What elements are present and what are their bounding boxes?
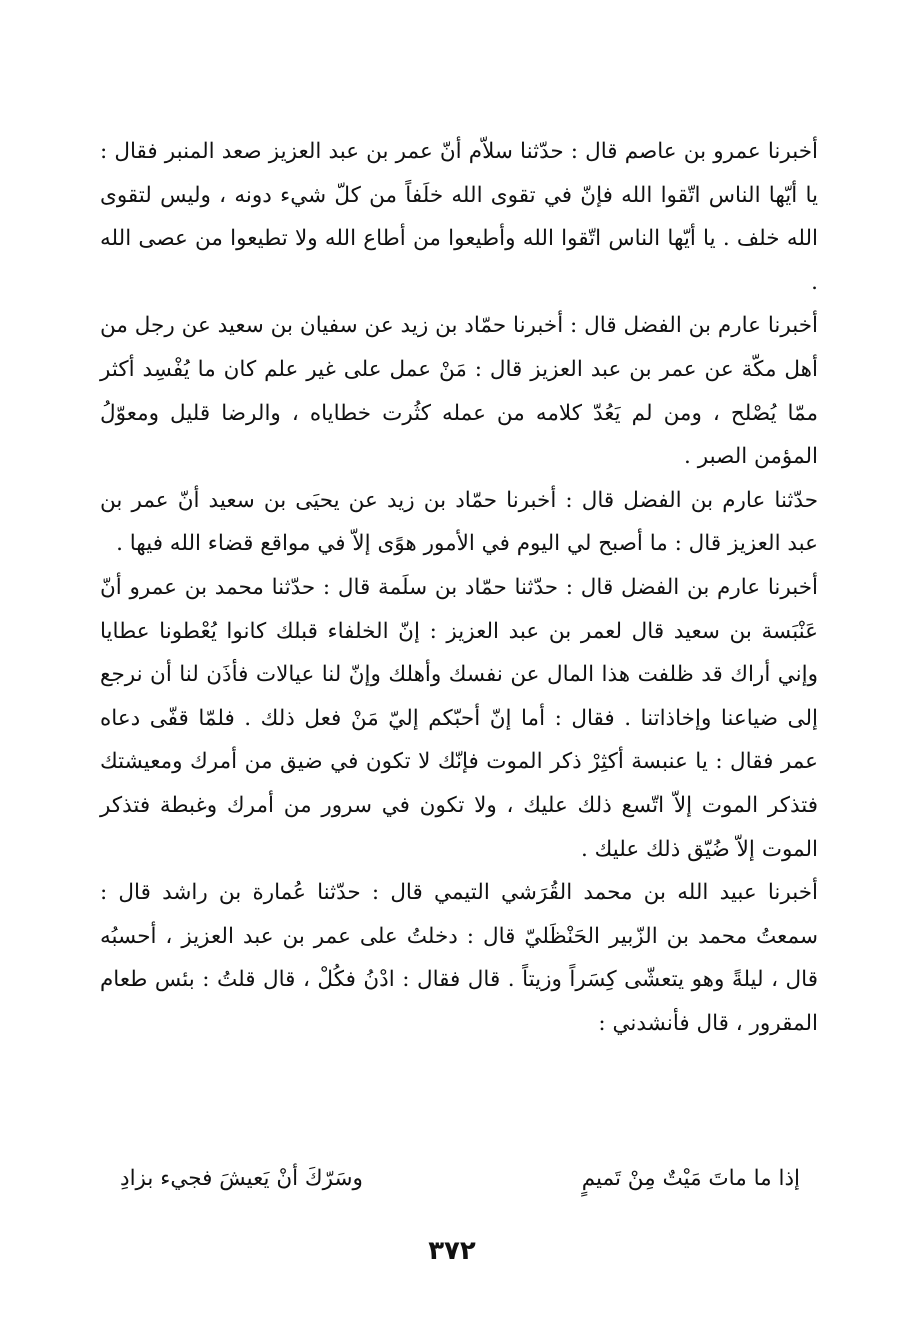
poetry-verse <box>120 1162 800 1202</box>
paragraph: حدّثنا عارم بن الفضل قال : أخبرنا حمّاد بن زيد عن يحيَى بن سعيد أنّ عمر بن عبد العزيز قال : ما أصبح لي اليوم في الأمور هوًى إلاّ في مواقع قضاء الله فيها . <box>100 487 818 557</box>
paragraph: أخبرنا عبيد الله بن محمد القُرَشي التيمي قال : حدّثنا عُمارة بن راشد قال : سمعتُ محمد بن الزّبير الحَنْظَليّ قال : دخلتُ على عمر بن عبد العزيز ، أحسبُه قال ، ليلةً وهو يتعشّى كِسَراً وزيتاً . قال فقال : ادْنُ فكُلْ ، قال قلتُ : بئس طعام المقرور ، قال فأنشدني : <box>100 880 818 1036</box>
verse-first-hemistich: إذا ما ماتَ مَيْتٌ مِنْ تَميمٍ <box>581 1166 800 1191</box>
verse-second-hemistich: وسَرّكَ أنْ يَعيشَ فجيء بزادِ <box>120 1166 363 1191</box>
body-text <box>100 130 818 1045</box>
paragraph: أخبرنا عارم بن الفضل قال : أخبرنا حمّاد بن زيد عن سفيان بن سعيد عن رجل من أهل مكّة عن عمر بن عبد العزيز قال : مَنْ عمل على غير علم كان ما يُفْسِد أكثر ممّا يُصْلح ، ومن لم يَعُدّ كلامه من عمله كثُرت خطاياه ، والرضا قليل ومعوّلُ المؤمن الصبر . <box>100 313 818 470</box>
paragraph: أخبرنا عارم بن الفضل قال : حدّثنا حمّاد بن سلَمة قال : حدّثنا محمد بن عمرو أنّ عَنْبَسة بن سعيد قال لعمر بن عبد العزيز : إنّ الخلفاء قبلك كانوا يُعْطونا عطايا وإني أراك قد ظلفت هذا المال عن نفسك وأهلك وإنّ لنا عيالات فأذَن لنا أن نرجع إلى ضياعنا وإخاذاتنا . فقال : أما إنّ أحبّكم إليّ مَنْ فعل ذلك . فلمّا قفّى دعاه عمر فقال : يا عنبسة أكثِرْ ذكر الموت فإنّك لا تكون في ضيق من أمرك ومعيشتك فتذكر الموت إلاّ اتّسع ذلك عليك ، ولا تكون في سرور من أمرك وغبطة فتذكر الموت إلاّ ضُيّق ذلك عليك . <box>100 574 818 862</box>
paragraph: أخبرنا عمرو بن عاصم قال : حدّثنا سلاّم أنّ عمر بن عبد العزيز صعد المنبر فقال : يا أيّها الناس اتّقوا الله فإنّ في تقوى الله خلَفاً من كلّ شيء دونه ، وليس لتقوى الله خلف . يا أيّها الناس اتّقوا الله وأطيعوا من أطاع الله ولا تطيعوا من عصى الله . <box>100 139 818 295</box>
page-number: ٣٧٢ <box>428 1236 476 1266</box>
